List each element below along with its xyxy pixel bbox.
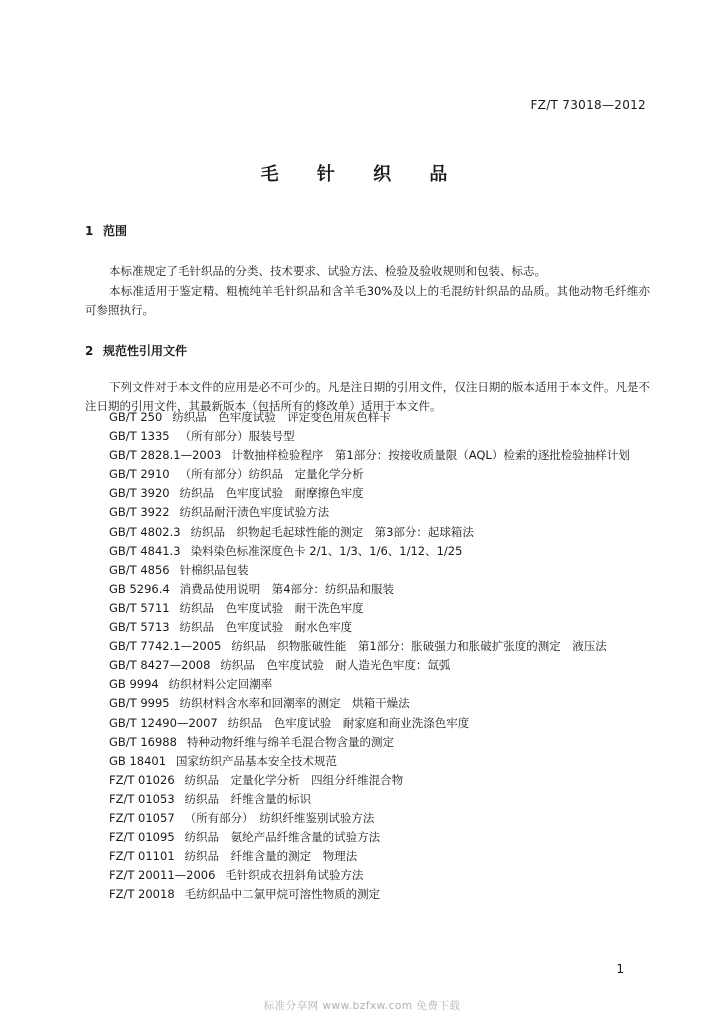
reference-title: 国家纺织产品基本安全技术规范 xyxy=(176,753,338,768)
reference-item xyxy=(85,580,650,599)
section-number: 1 xyxy=(85,224,94,238)
reference-item xyxy=(85,771,650,790)
reference-code: GB/T 5713 xyxy=(109,620,170,635)
reference-code: FZ/T 20018 xyxy=(109,887,175,902)
reference-title: 纺织品耐汗渍色牢度试验方法 xyxy=(179,505,330,520)
section-title: 范围 xyxy=(103,224,128,238)
reference-title: （所有部分）服装号型 xyxy=(179,429,295,444)
reference-item xyxy=(85,503,650,522)
reference-code: FZ/T 01095 xyxy=(109,830,175,845)
scope-paragraph-1: 本标准规定了毛针织品的分类、技术要求、试验方法、检验及验收规则和包装、标志。 xyxy=(109,264,546,278)
section-number: 2 xyxy=(85,344,94,358)
reference-title: 消费品使用说明 第4部分：纺织品和服装 xyxy=(179,581,395,596)
reference-title: 毛针织成衣扭斜角试验方法 xyxy=(225,868,364,883)
reference-item xyxy=(85,752,650,771)
reference-item xyxy=(85,675,650,694)
reference-title: 纺织材料含水率和回潮率的测定 烘箱干燥法 xyxy=(179,696,410,711)
reference-code: GB/T 4802.3 xyxy=(109,524,181,539)
reference-title: 针棉织品包装 xyxy=(179,562,249,577)
reference-title: （所有部分）纺织品 定量化学分析 xyxy=(179,467,364,482)
reference-title: 染料染色标准深度色卡 2/1、1/3、1/6、1/12、1/25 xyxy=(190,543,463,558)
reference-title: 纺织品 色牢度试验 耐摩擦色牢度 xyxy=(179,486,364,501)
reference-code: GB/T 12490—2007 xyxy=(109,715,218,730)
reference-item xyxy=(85,885,650,904)
reference-code: FZ/T 01057 xyxy=(109,810,175,825)
reference-title: 纺织品 织物胀破性能 第1部分：胀破强力和胀破扩张度的测定 液压法 xyxy=(231,639,607,654)
reference-code: GB 9994 xyxy=(109,677,159,692)
reference-title: 特种动物纤维与绵羊毛混合物含量的测定 xyxy=(186,734,394,749)
normative-intro-paragraph: 下列文件对于本文件的应用是必不可少的。凡是注日期的引用文件，仅注日期的版本适用于本文件。凡是不注日期的引用文件，其最新版本（包括所有的修改单）适用于本文件。 xyxy=(85,380,650,413)
reference-title: 纺织品 纤维含量的标识 xyxy=(184,791,312,806)
reference-list xyxy=(85,408,650,904)
reference-code: FZ/T 20011—2006 xyxy=(109,868,216,883)
reference-item xyxy=(85,484,650,503)
reference-item xyxy=(85,446,650,465)
reference-item xyxy=(85,656,650,675)
reference-code: FZ/T 01026 xyxy=(109,772,175,787)
reference-code: GB/T 8427—2008 xyxy=(109,658,211,673)
reference-item xyxy=(85,637,650,656)
reference-item xyxy=(85,790,650,809)
reference-code: FZ/T 01101 xyxy=(109,849,175,864)
reference-code: GB/T 9995 xyxy=(109,696,170,711)
reference-item xyxy=(85,561,650,580)
reference-title: 纺织品 定量化学分析 四组分纤维混合物 xyxy=(184,772,404,787)
reference-item xyxy=(85,866,650,885)
reference-item xyxy=(85,599,650,618)
reference-item xyxy=(85,465,650,484)
reference-title: 纺织品 织物起毛起球性能的测定 第3部分：起球箱法 xyxy=(190,524,474,539)
section-heading-normative xyxy=(85,342,187,359)
reference-code: GB/T 2828.1—2003 xyxy=(109,448,222,463)
reference-code: GB 5296.4 xyxy=(109,581,170,596)
reference-title: 纺织品 氨纶产品纤维含量的试验方法 xyxy=(184,830,381,845)
reference-code: GB/T 2910 xyxy=(109,467,170,482)
reference-title: 纺织品 色牢度试验 评定变色用灰色样卡 xyxy=(172,410,391,424)
reference-title: 纺织材料公定回潮率 xyxy=(168,677,273,692)
reference-code: GB/T 5711 xyxy=(109,600,170,615)
reference-code: GB/T 250 xyxy=(109,410,163,424)
reference-title: 计数抽样检验程序 第1部分：按接收质量限（AQL）检索的逐批检验抽样计划 xyxy=(231,448,630,463)
reference-code: GB/T 3920 xyxy=(109,486,170,501)
document-title: 毛 针 织 品 xyxy=(260,164,464,185)
section-heading-scope xyxy=(85,222,127,239)
reference-code: GB/T 3922 xyxy=(109,505,170,520)
reference-code: GB/T 4841.3 xyxy=(109,543,181,558)
watermark: 标准分享网 www.bzfxw.com 免费下载 xyxy=(263,1000,461,1012)
reference-title: 纺织品 色牢度试验 耐干洗色牢度 xyxy=(179,600,364,615)
reference-item xyxy=(85,542,650,561)
reference-item xyxy=(85,427,650,446)
reference-title: 纺织品 色牢度试验 耐水色牢度 xyxy=(179,620,353,635)
reference-item xyxy=(85,408,650,427)
reference-code: GB/T 4856 xyxy=(109,562,170,577)
reference-title: 纺织品 色牢度试验 耐家庭和商业洗涤色牢度 xyxy=(227,715,470,730)
reference-code: GB/T 7742.1—2005 xyxy=(109,639,222,654)
reference-title: 纺织品 色牢度试验 耐人造光色牢度：氙弧 xyxy=(220,658,451,673)
reference-item xyxy=(85,809,650,828)
reference-title: 毛纺织品中二氯甲烷可溶性物质的测定 xyxy=(184,887,381,902)
reference-item xyxy=(85,847,650,866)
section-title: 规范性引用文件 xyxy=(103,344,188,358)
standard-number: FZ/T 73018—2012 xyxy=(530,98,646,112)
reference-code: GB/T 16988 xyxy=(109,734,177,749)
reference-item xyxy=(85,828,650,847)
scope-paragraph-2: 本标准适用于鉴定精、粗梳纯羊毛针织品和含羊毛30%及以上的毛混纺针织品的品质。其他动物毛纤维亦可参照执行。 xyxy=(85,284,650,317)
reference-item xyxy=(85,733,650,752)
reference-item xyxy=(85,618,650,637)
reference-item xyxy=(85,523,650,542)
reference-code: FZ/T 01053 xyxy=(109,791,175,806)
reference-title: （所有部分） 纺织纤维鉴别试验方法 xyxy=(184,810,375,825)
reference-item xyxy=(85,714,650,733)
reference-code: GB 18401 xyxy=(109,753,167,768)
reference-item xyxy=(85,694,650,713)
reference-code: GB/T 1335 xyxy=(109,429,170,444)
reference-title: 纺织品 纤维含量的测定 物理法 xyxy=(184,849,358,864)
page-number: 1 xyxy=(616,962,624,976)
